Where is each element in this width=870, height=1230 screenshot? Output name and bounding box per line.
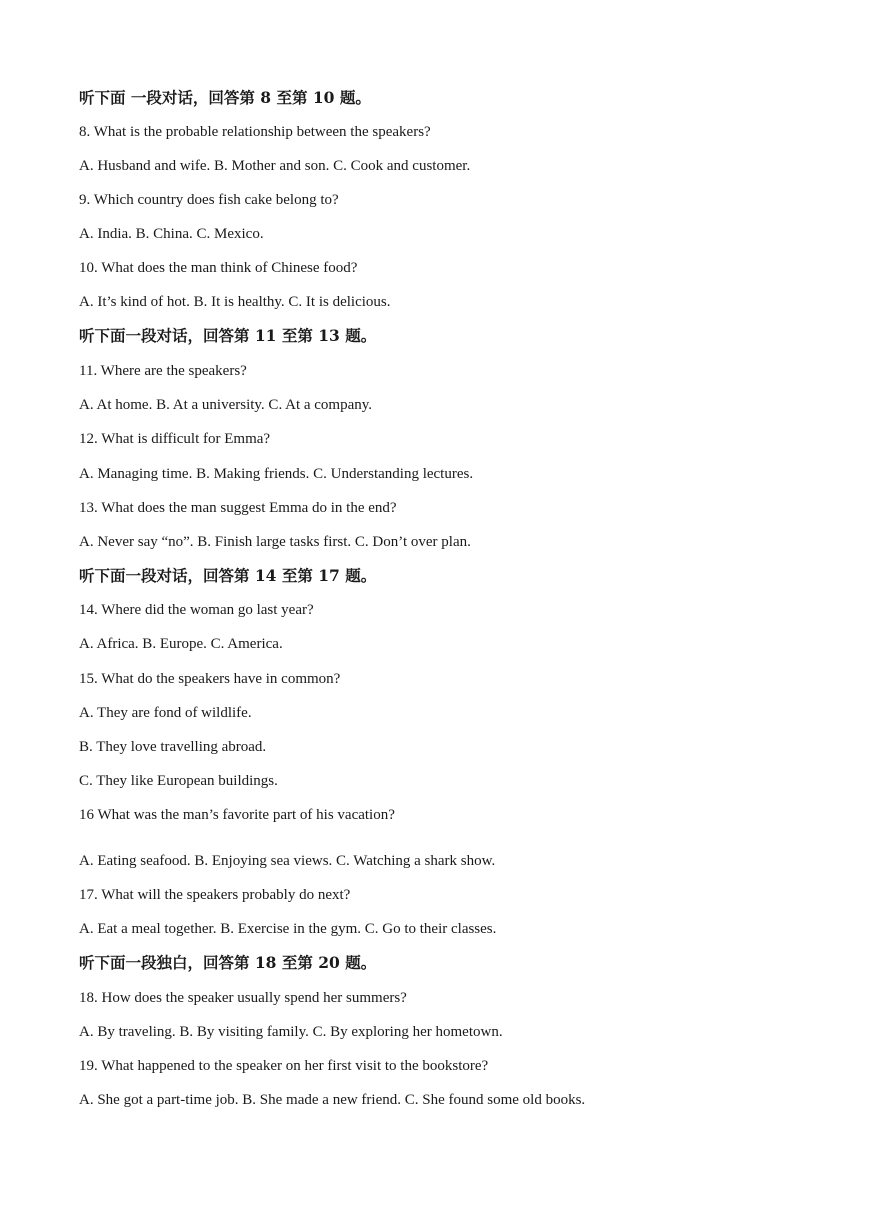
section-heading: 听下面一段对话，回答第 14 至第 17 题。 [79,566,377,585]
option-15a: A. They are fond of wildlife. [79,705,252,721]
question-8: 8. What is the probable relationship between the speakers? [79,124,431,140]
question-10: 10. What does the man think of Chinese food? [79,260,358,276]
section-heading: 听下面一段对话，回答第 11 至第 13 题。 [79,326,377,345]
options-18: A. By traveling. B. By visiting family. C. By exploring her hometown. [79,1024,503,1040]
question-11: 11. Where are the speakers? [79,363,247,379]
question-18: 18. How does the speaker usually spend her summers? [79,990,407,1006]
question-13: 13. What does the man suggest Emma do in the end? [79,500,397,516]
question-14: 14. Where did the woman go last year? [79,602,314,618]
question-9: 9. Which country does fish cake belong to? [79,192,339,208]
options-11: A. At home. B. At a university. C. At a company. [79,397,373,413]
section-heading: 听下面一段独白，回答第 18 至第 20 题。 [79,953,377,972]
section-heading: 听下面 一段对话，回答第 8 至第 10 题。 [79,88,371,107]
question-16: 16 What was the man’s favorite part of his vacation? [79,807,395,823]
options-9: A. India. B. China. C. Mexico. [79,226,264,242]
options-14: A. Africa. B. Europe. C. America. [79,636,283,652]
options-12: A. Managing time. B. Making friends. C. Understanding lectures. [79,466,474,482]
options-16: A. Eating seafood. B. Enjoying sea views. C. Watching a shark show. [79,853,496,869]
question-19: 19. What happened to the speaker on her first visit to the bookstore? [79,1058,489,1074]
options-19: A. She got a part-time job. B. She made a new friend. C. She found some old books. [79,1092,586,1108]
question-15: 15. What do the speakers have in common? [79,671,341,687]
options-10: A. It’s kind of hot. B. It is healthy. C. It is delicious. [79,294,391,310]
options-8: A. Husband and wife. B. Mother and son. C. Cook and customer. [79,158,471,174]
option-15c: C. They like European buildings. [79,773,278,789]
question-12: 12. What is difficult for Emma? [79,431,271,447]
options-13: A. Never say “no”. B. Finish large tasks first. C. Don’t over plan. [79,534,471,550]
option-15b: B. They love travelling abroad. [79,739,267,755]
options-17: A. Eat a meal together. B. Exercise in the gym. C. Go to their classes. [79,921,497,937]
question-17: 17. What will the speakers probably do next? [79,887,351,903]
